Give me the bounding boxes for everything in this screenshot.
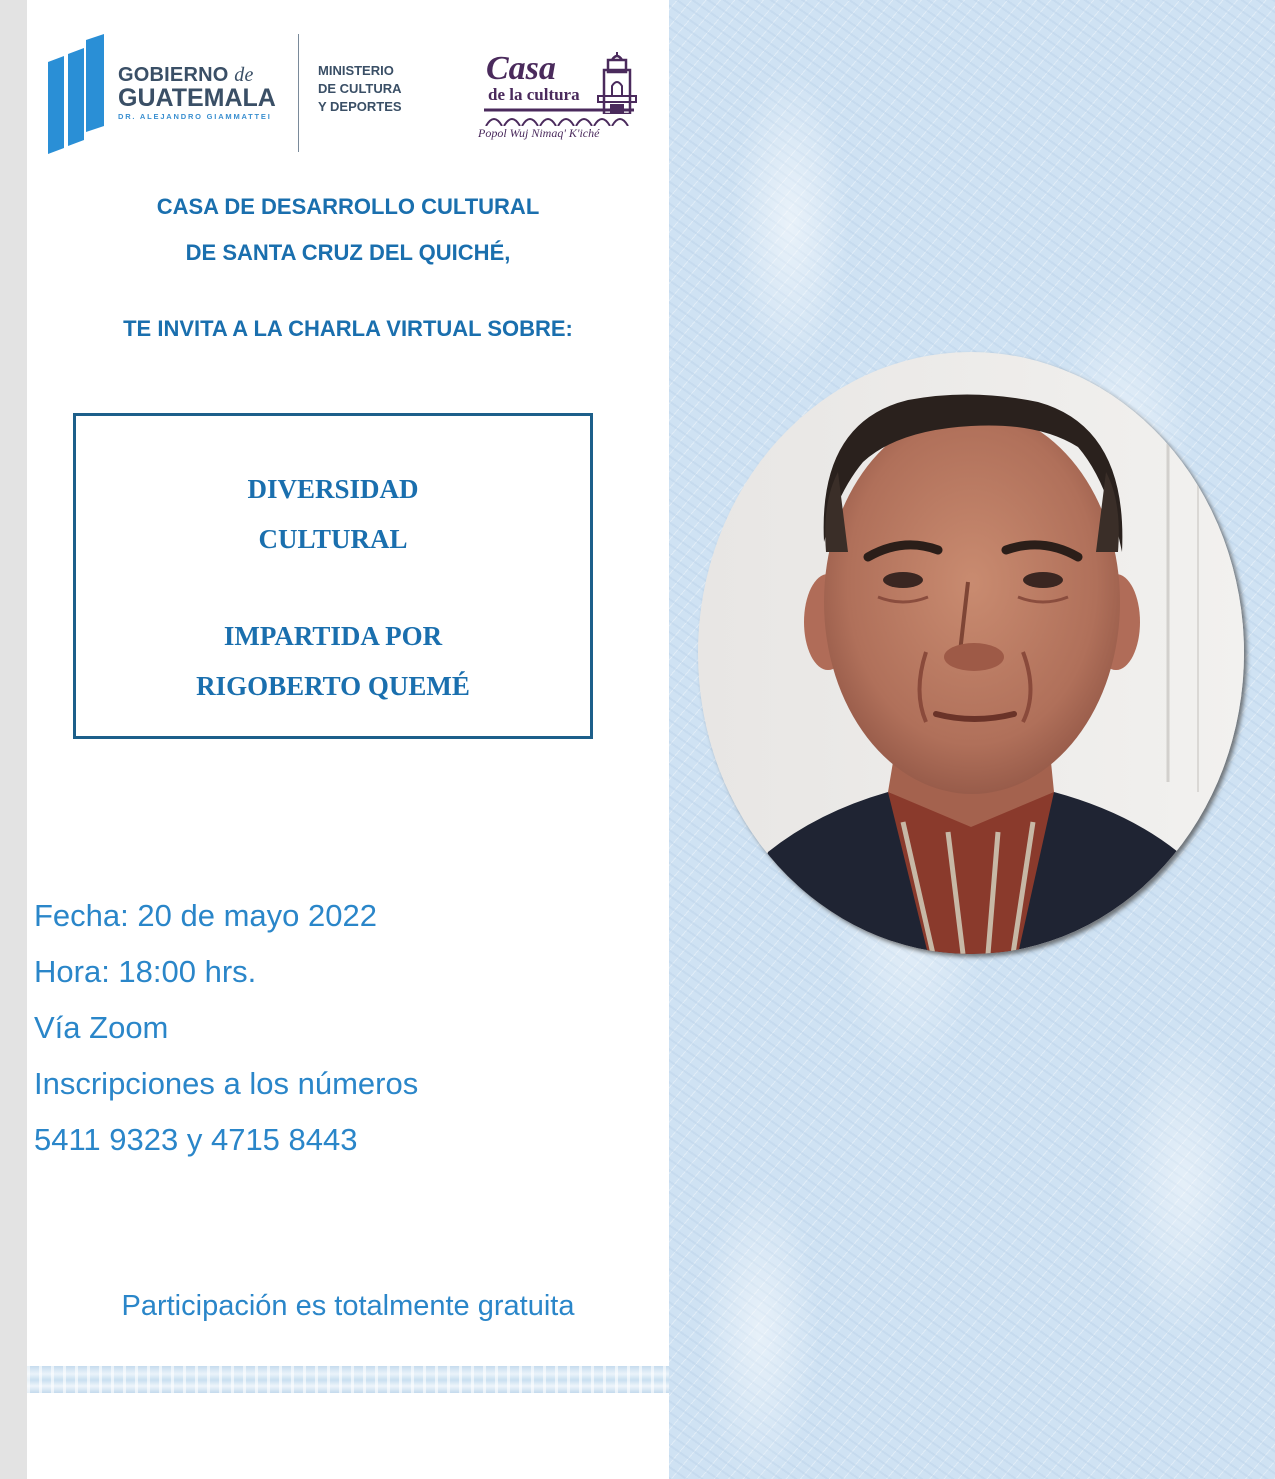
free-participation-note: Participación es totalmente gratuita xyxy=(121,1290,575,1322)
speaker-photo-illustration xyxy=(698,352,1244,954)
speaker-name: RIGOBERTO QUEMÉ xyxy=(196,671,470,701)
casa-logo-caption: Popol Wuj Nimaq' K'iché xyxy=(478,126,600,140)
registration-text: Inscripciones a los números xyxy=(34,1066,419,1101)
organizer-line2: DE SANTA CRUZ DEL QUICHÉ, xyxy=(185,240,511,265)
gov-logo-line3: DR. ALEJANDRO GIAMMATTEI xyxy=(118,112,272,121)
ministry-label xyxy=(318,62,402,116)
ministry-line2: DE CULTURA xyxy=(318,81,402,96)
gobierno-guatemala-logo xyxy=(46,34,296,154)
gov-logo-line2: GUATEMALA xyxy=(118,84,276,112)
speaker-label: IMPARTIDA POR xyxy=(223,621,443,651)
ministry-line1: MINISTERIO xyxy=(318,63,394,78)
casa-de-la-cultura-logo xyxy=(476,50,646,146)
casa-logo-title: Casa xyxy=(486,50,556,87)
speaker-portrait xyxy=(698,352,1244,954)
invitation-line: TE INVITA A LA CHARLA VIRTUAL SOBRE: xyxy=(123,316,573,341)
event-time: Hora: 18:00 hrs. xyxy=(34,954,257,989)
ministry-line3: Y DEPORTES xyxy=(318,99,402,114)
guatemala-bars-icon xyxy=(46,34,106,154)
content-panel xyxy=(27,0,669,1479)
talk-title-box xyxy=(73,413,593,739)
organizer-line1: CASA DE DESARROLLO CULTURAL xyxy=(156,194,540,219)
gov-logo-line1: GOBIERNO de xyxy=(118,64,254,86)
event-platform: Vía Zoom xyxy=(34,1010,169,1045)
header-divider xyxy=(298,34,299,152)
church-tower-icon xyxy=(594,52,640,114)
casa-logo-subtitle: de la cultura xyxy=(488,85,580,104)
talk-title-line2: CULTURAL xyxy=(258,524,408,554)
talk-title-line1: DIVERSIDAD xyxy=(247,474,419,504)
registration-phones: 5411 9323 y 4715 8443 xyxy=(34,1122,358,1157)
arches-icon xyxy=(484,108,634,126)
decorative-footer-band xyxy=(27,1366,669,1393)
event-date: Fecha: 20 de mayo 2022 xyxy=(34,898,377,933)
